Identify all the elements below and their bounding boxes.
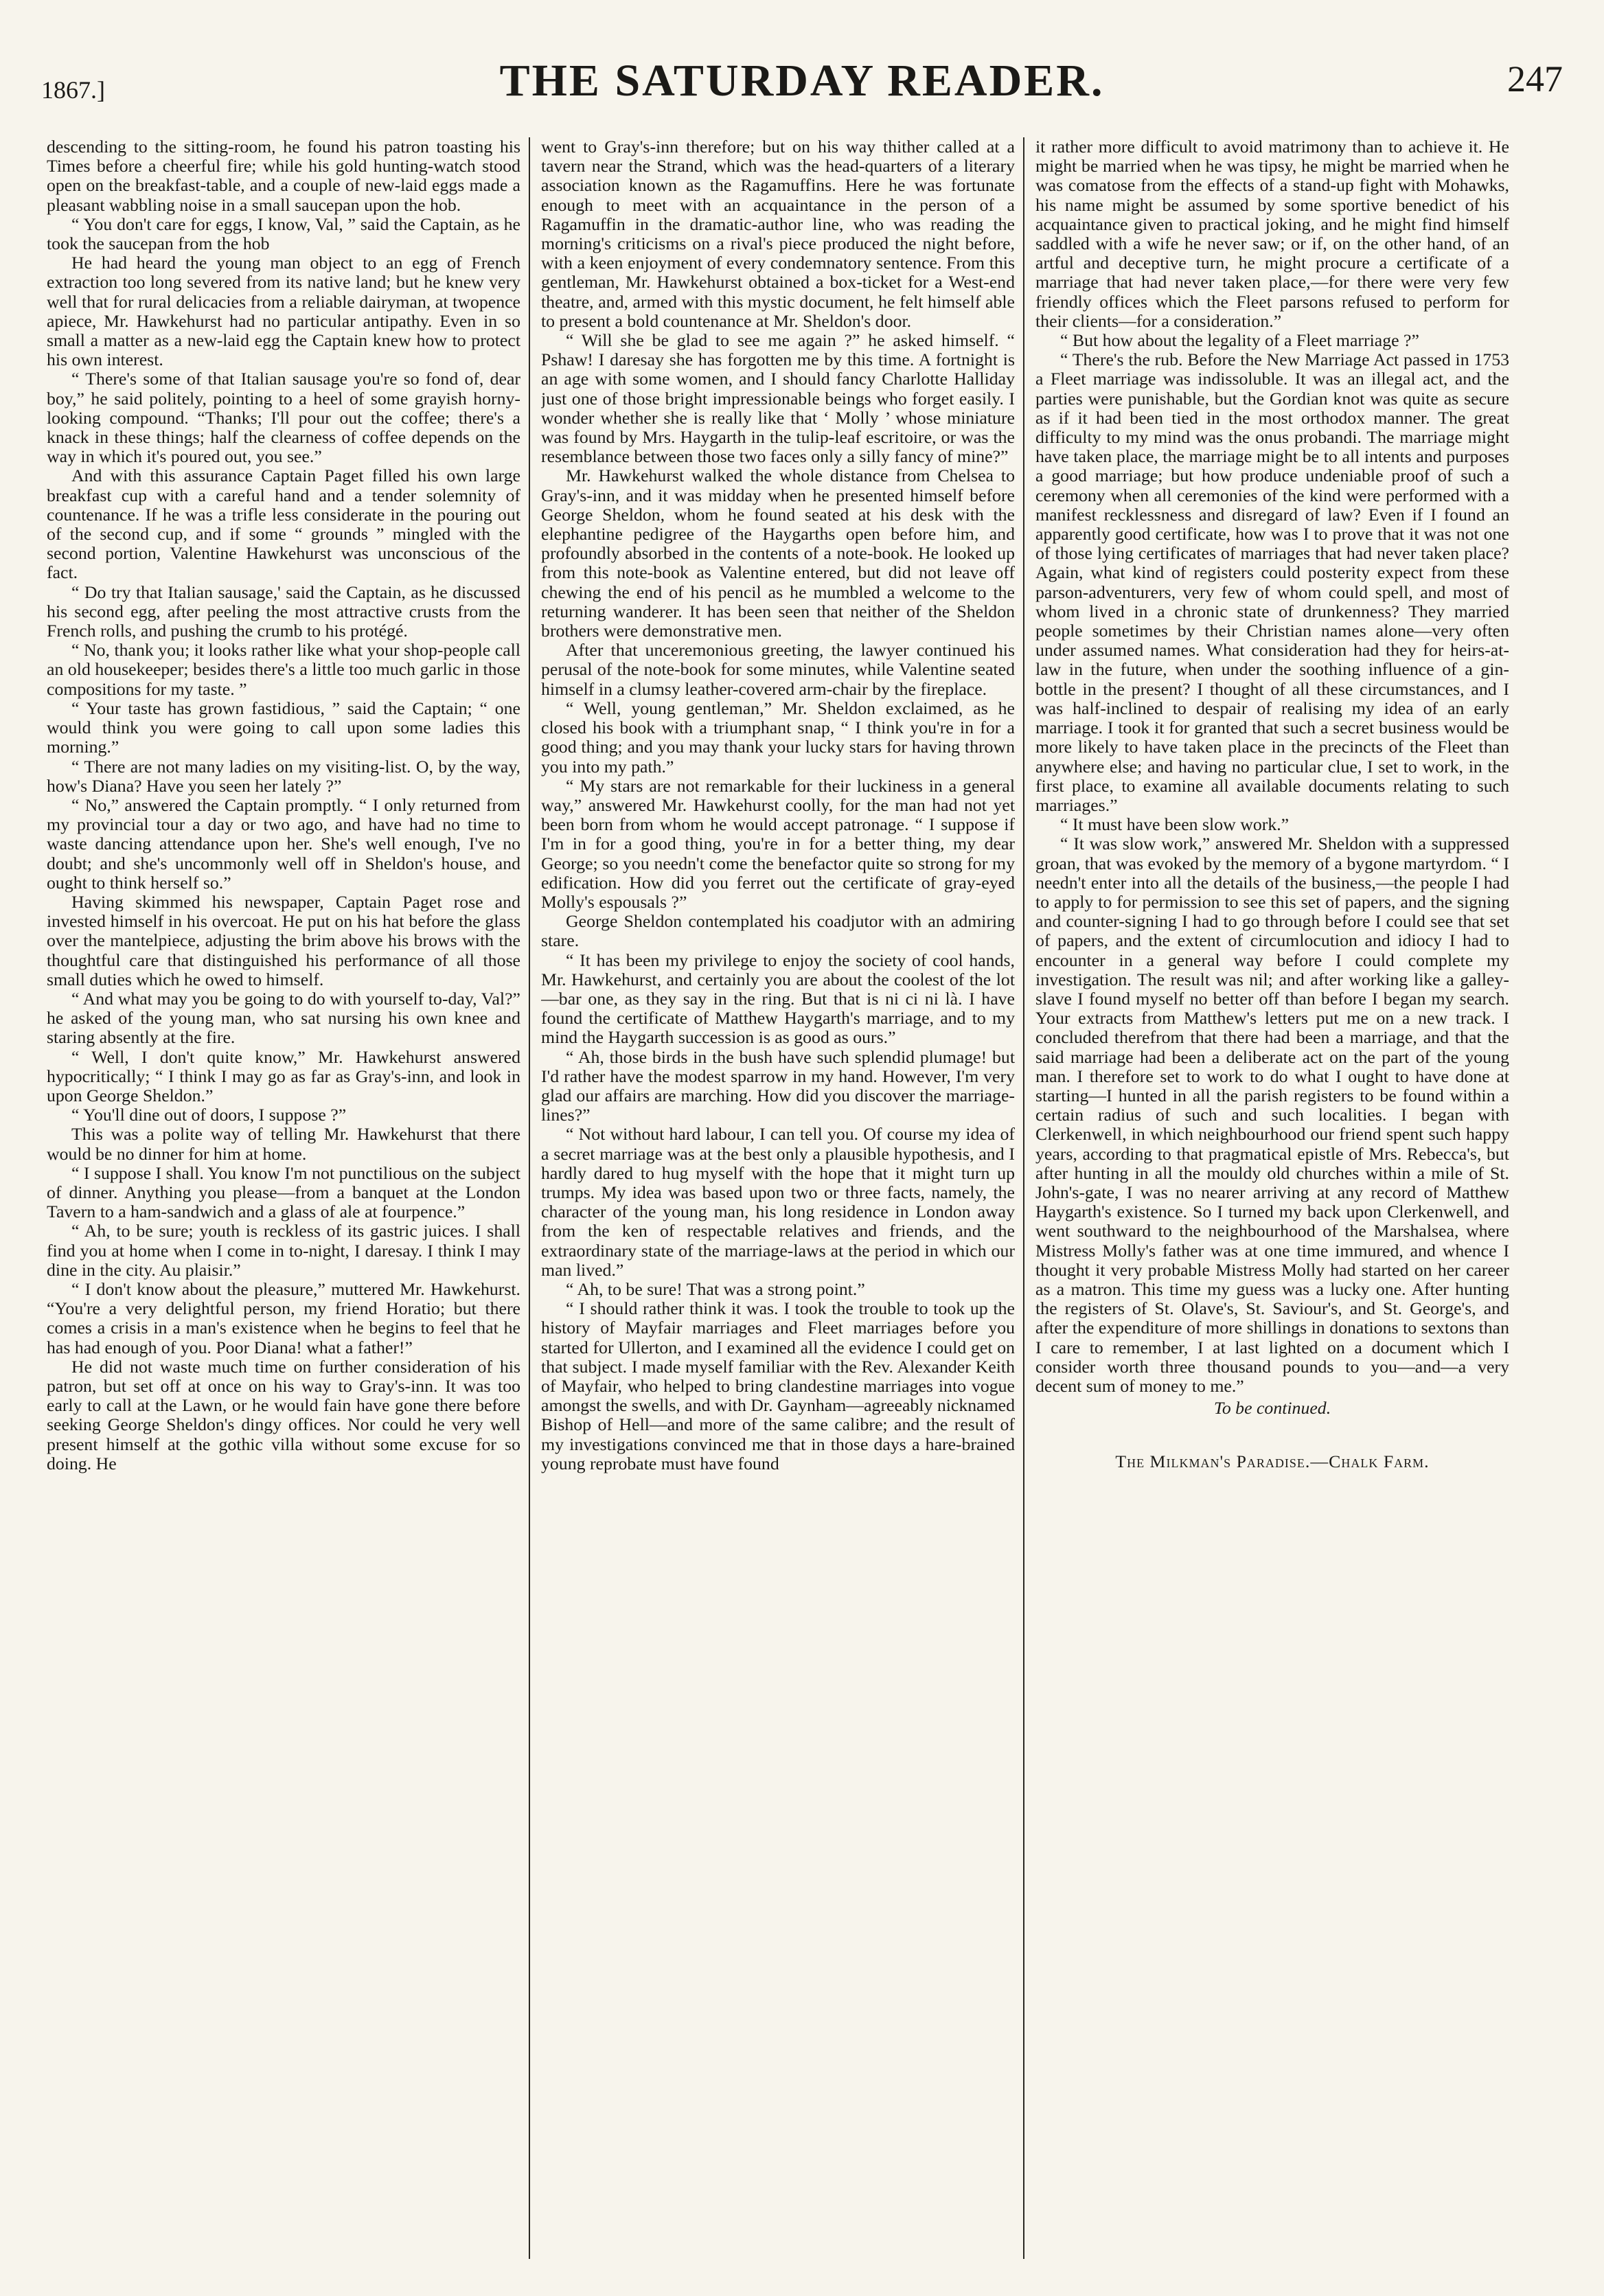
paragraph: “ I don't know about the pleasure,” muttered Mr. Hawkehurst. “You're a very delightful person, my friend Horatio; but there comes a crisis in a man's existence when he begins to feel that he has had enough of you. Poor Diana! what a father!” xyxy=(47,1278,520,1357)
column-divider xyxy=(1023,137,1024,2259)
paragraph: “ No,” answered the Captain promptly. “ I only returned from my provincial tour a day or two ago, and have had no time to waste dancing attendance upon her. She's well enough, I've no doubt; and she's uncommonly well off in Sheldon's house, and ought to think herself so.” xyxy=(47,794,520,893)
paragraph: “ I suppose I shall. You know I'm not punctilious on the subject of dinner. Anything you please—from a banquet at the London Tavern to a ham-sandwich and a glass of ale at fourpence.” xyxy=(47,1162,520,1222)
paragraph: “ And what may you be going to do with yourself to-day, Val?” he asked of the young man, who sat nursing his own knee and staring absently at the fire. xyxy=(47,988,520,1048)
paragraph: After that unceremonious greeting, the lawyer continued his perusal of the note-book for some minutes, while Valentine seated himself in a clumsy leather-covered arm-chair by the fireplace. xyxy=(541,640,1015,699)
next-article-title: The Milkman's Paradise.—Chalk Farm. xyxy=(1115,1451,1430,1472)
paragraph: “ No, thank you; it looks rather like what your shop-people call an old housekeeper; besides there's a little too much garlic in those compositions for my taste. ” xyxy=(47,640,520,699)
paragraph: He had heard the young man object to an egg of French extraction too long severed from its native land; but he knew very well that for rural delicacies from a reliable dairyman, at twopence apiece, Mr. Hawkehurst had no particular antipathy. Even in so small a matter as a new-laid egg the Captain knew how to protect his own interest. xyxy=(47,253,520,370)
column-3-body xyxy=(1035,137,1509,1396)
page-header xyxy=(41,48,1563,124)
paragraph: George Sheldon contemplated his coadjutor with an admiring stare. xyxy=(541,911,1015,951)
paragraph: “ Well, young gentleman,” Mr. Sheldon exclaimed, as he closed his book with a triumphant snap, “ I think you're in for a good thing; and you may thank your lucky stars for having thrown you into my path.” xyxy=(541,698,1015,777)
text-column-1 xyxy=(47,137,520,2266)
paragraph: “ I should rather think it was. I took the trouble to took up the history of Mayfair marriages and Fleet marriages before you started for Ullerton, and I examined all the evidence I could get on that subject. I made myself familiar with the Rev. Alexander Keith of Mayfair, who helped to bring clandestine marriages into vogue amongst the swells, and with Dr. Gaynham—agreeably nicknamed Bishop of Hell—and more of the same calibre; and the result of my investigations convinced me that in those days a hare-brained young reprobate must have found xyxy=(541,1298,1015,1473)
paragraph: “ You don't care for eggs, I know, Val, ” said the Captain, as he took the saucepan from the hob xyxy=(47,214,520,254)
paragraph: “ It was slow work,” answered Mr. Sheldon with a suppressed groan, that was evoked by the memory of a bygone martyrdom. “ I needn't enter into all the details of the business,—the people I had to apply to for permission to see this set of papers, and the signing and counter-signing I had to go through before I could see that set of papers, and the extent of circumlocution and idiocy I had to encounter in a general way before I could complete my investigation. The result was nil; and after working like a galley-slave I found myself no better off than before I began my search. Your extracts from Matthew's letters put me on a new track. I concluded therefrom that there had been a marriage, and that the said marriage had been a deliberate act on the part of the young man. I therefore set to work to do what I ought to have done at starting—I hunted in all the parish registers to be found within a certain radius of such and such localities. I began with Clerkenwell, in which neighbourhood our friend spent such happy years, according to that pragmatical epistle of Mrs. Rebecca's, but after hunting in all the mouldy old churches within a mile of St. John's-gate, I was no nearer arriving at any record of Matthew Haygarth's existence. So I turned my back upon Clerkenwell, and went southward to the neighbourhood of the Marshalsea, where Mistress Molly's father was at one time immured, and whence I thought it very probable Mistress Molly had started on her career as a matron. This time my guess was a lucky one. After hunting the registers of St. Olave's, St. Saviour's, and St. George's, and after the expenditure of more shillings in donations to sextons than I care to remember, I at last lighted on a document which I consider worth three thousand pounds to you—and—a very decent sum of money to me.” xyxy=(1035,834,1509,1396)
newspaper-title: THE SATURDAY READER. xyxy=(499,56,1105,106)
text-column-3 xyxy=(1035,137,1509,2266)
paragraph: And with this assurance Captain Paget filled his own large breakfast cup with a careful hand and a tender solemnity of countenance. If he was a trifle less considerate in the pouring out of the second cup, and if some “ grounds ” mingled with the second portion, Valentine Hawkehurst was unconscious of the fact. xyxy=(47,466,520,583)
paragraph: He did not waste much time on further consideration of his patron, but set off at once on his way to Gray's-inn. It was too early to call at the Lawn, or he would fain have gone there before seeking George Sheldon's dingy offices. Nor could he very well present himself at the gothic villa without some excuse for so doing. He xyxy=(47,1356,520,1473)
paragraph: “ Your taste has grown fastidious, ” said the Captain; “ one would think you were going to call upon some ladies this morning.” xyxy=(47,698,520,757)
paragraph: “ Ah, those birds in the bush have such splendid plumage! but I'd rather have the modest sparrow in my hand. However, I'm very glad our affairs are marching. How did you discover the marriage-lines?” xyxy=(541,1046,1015,1125)
paragraph: “ There are not many ladies on my visiting-list. O, by the way, how's Diana? Have you seen her lately ?” xyxy=(47,756,520,796)
paragraph: This was a polite way of telling Mr. Hawkehurst that there would be no dinner for him at home. xyxy=(47,1124,520,1164)
paragraph: “ There's some of that Italian sausage you're so fond of, dear boy,” he said politely, pointing to a heel of some grayish horny-looking compound. “Thanks; I'll pour out the coffee; there's a knack in these things; half the clearness of coffee depends on the way in which it's poured out, you see.” xyxy=(47,369,520,467)
paragraph: “ My stars are not remarkable for their luckiness in a general way,” answered Mr. Hawkehurst coolly, for the man had not yet been born from whom he would accept patronage. “ I suppose if I'm in for a good thing, you're in for a better thing, my dear George; so you needn't come the benefactor quite so strong for my edification. How did you ferret out the certificate of gray-eyed Molly's espousals ?” xyxy=(541,775,1015,912)
paragraph: Mr. Hawkehurst walked the whole distance from Chelsea to Gray's-inn, and it was midday when he presented himself before George Sheldon, whom he found seated at his desk with the elephantine pedigree of the Haygarths open before him, and profoundly absorbed in the contents of a note-book. He looked up from this note-book as Valentine entered, but did not leave off chewing the end of his pencil as he mumbled a welcome to the returning wanderer. It has been seen that neither of the Sheldon brothers were demonstrative men. xyxy=(541,466,1015,641)
paragraph: “ Not without hard labour, I can tell you. Of course my idea of a secret marriage was at the best only a plausible hypothesis, and I hardly dared to hug myself with the hope that it might turn up trumps. My idea was based upon two or three facts, namely, the character of the young man, his long residence in London away from the ken of respectable relatives and friends, and the extraordinary state of the marriage-laws at the period in which our man lived.” xyxy=(541,1124,1015,1280)
paragraph: Having skimmed his newspaper, Captain Paget rose and invested himself in his overcoat. He put on his hat before the glass over the mantelpiece, adjusting the brim above his brows with the thoughtful care that distinguished his performance of all those small duties which he owed to himself. xyxy=(47,891,520,989)
paragraph: “ It must have been slow work.” xyxy=(1060,814,1290,835)
continuation-note: To be continued. xyxy=(1213,1398,1331,1419)
paragraph: “ Will she be glad to see me again ?” he asked himself. “ Pshaw! I daresay she has forgotten me by this time. A fortnight is an age with some women, and I should fancy Charlotte Halliday just one of those bright impressionable beings who forget easily. I wonder whether she is really like that ‘ Molly ’ whose miniature was found by Mrs. Haygarth in the tulip-leaf escritoire, or was the resemblance between those two faces only a silly fancy of mine?” xyxy=(541,330,1015,467)
paragraph: “ There's the rub. Before the New Marriage Act passed in 1753 a Fleet marriage was indissoluble. It was an illegal act, and the parties were punishable, but the Gordian knot was quite as secure as if it had been tied in the most orthodox manner. The great difficulty to my mind was the onus probandi. The marriage might have taken place, the marriage might be to all intents and purposes a good marriage; but how produce undeniable proof of such a ceremony when all ceremonies of the kind were performed with a manifest recklessness and disregard of law? Even if I found an apparently good certificate, how was I to prove that it was not one of those lying certificates of marriages that had never taken place? Again, what kind of registers could posterity expect from these parson-adventurers, very few of whom could spell, and most of whom lived in a chronic state of drunkenness? They married people sometimes by their Christian names alone—very often under assumed names. What consideration had they for heirs-at-law in the future, when under the soothing influence of a gin-bottle in the present? I thought of all these circumstances, and I was half-inclined to despair of realising my idea of an early marriage. I took it for granted that such a secret business would be more likely to have taken place in the precincts of the Fleet than anywhere else; and having no particular clue, I set to work, in the first place, to examine all available documents relating to such marriages.” xyxy=(1035,349,1509,815)
paragraph: “ Do try that Italian sausage,' said the Captain, as he discussed his second egg, after peeling the most attractive crusts from the French rolls, and pushing the crumb to his protégé. xyxy=(47,582,520,641)
column-divider xyxy=(529,137,530,2259)
paragraph: “ Ah, to be sure; youth is reckless of its gastric juices. I shall find you at home when I come in to-night, I daresay. I think I may dine in the city. Au plaisir.” xyxy=(47,1221,520,1280)
page-number: 247 xyxy=(1507,58,1563,100)
paragraph: it rather more difficult to avoid matrimony than to achieve it. He might be married when he was tipsy, he might be married when he was comatose from the effects of a stand-up fight with Mohawks, his name might be assumed by some sportive benedict of his acquaintance given to practical joking, and he might find himself saddled with a wife he never saw; or if, on the other hand, of an artful and deceptive turn, he might procure a certificate of a marriage that had never taken place,—for there were very few friendly offices which the Fleet parsons refused to perform for their clients—for a consideration.” xyxy=(1035,137,1509,331)
issue-date: 1867.] xyxy=(41,76,105,104)
paragraph: “ You'll dine out of doors, I suppose ?” xyxy=(71,1105,347,1125)
paragraph: “ Well, I don't quite know,” Mr. Hawkehurst answered hypocritically; “ I think I may go as far as Gray's-inn, and look in upon George Sheldon.” xyxy=(47,1046,520,1105)
paragraph: “ Ah, to be sure! That was a strong point.” xyxy=(566,1278,865,1299)
paragraph: went to Gray's-inn therefore; but on his way thither called at a tavern near the Strand, which was the head-quarters of a literary association known as the Ragamuffins. Here he was fortunate enough to meet with an acquaintance in the person of a Ragamuffin in the dramatic-author line, who was reading the morning's criticisms on a rival's piece produced the night before, with a keen enjoyment of every condemnatory sentence. From this gentleman, Mr. Hawkehurst obtained a box-ticket for a West-end theatre, and, armed with this mystic document, he felt himself able to present a bold countenance at Mr. Sheldon's door. xyxy=(541,137,1015,331)
paragraph: descending to the sitting-room, he found his patron toasting his Times before a cheerful fire; while his gold hunting-watch stood open on the breakfast-table, and a couple of new-laid eggs made a pleasant wabbling noise in a small saucepan upon the hob. xyxy=(47,137,520,215)
text-column-2 xyxy=(541,137,1015,2266)
paragraph: “ It has been my privilege to enjoy the society of cool hands, Mr. Hawkehurst, and certainly you are about the coolest of the lot—bar one, as they say in the ring. But that is ni ci ni là. I have found the certificate of Matthew Haygarth's marriage, and to my mind the Haygarth succession is as good as ours.” xyxy=(541,950,1015,1048)
paragraph: “ But how about the legality of a Fleet marriage ?” xyxy=(1060,330,1419,351)
